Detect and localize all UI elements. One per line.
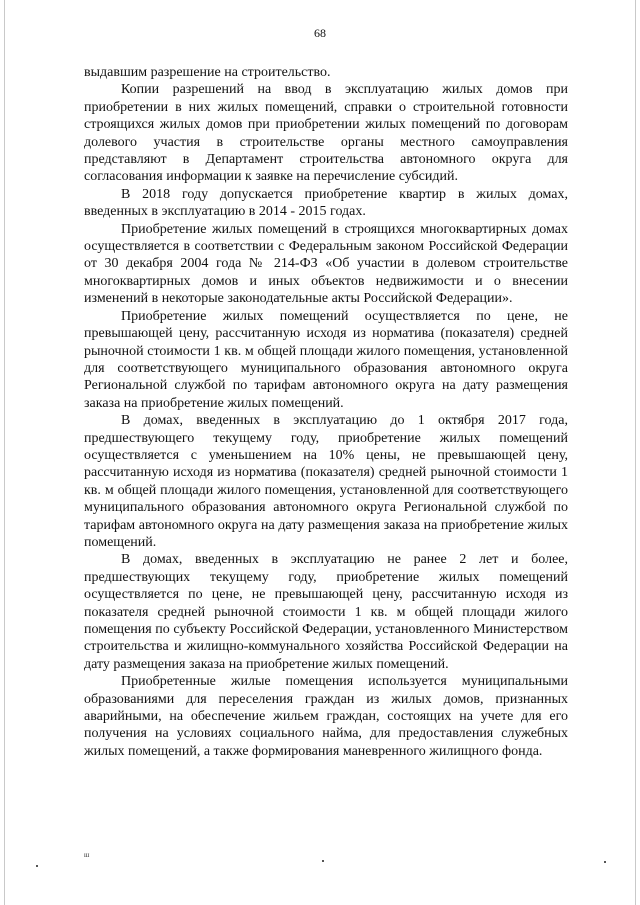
scan-edge-right [635, 0, 636, 905]
paragraph-8: Приобретенные жилые помещения используется муниципальными образованиями для переселения граждан из жилых домов, признанных аварийными, на обеспечение жильем граждан, состоящих на учете для его получения на условиях социального найма, для предоставления служебных жилых помещений, а также формирования маневренного жилищного фонда. [84, 674, 568, 759]
paragraph-5: Приобретение жилых помещений осуществляется по цене, не превышающей цену, рассчитанную исходя из норматива (показателя) средней рыночной стоимости 1 кв. м общей площади жилого помещения, установленной для соответствующего муниципального образования автономного округа Региональной службой по тарифам автономного округа на дату размещения заказа на приобретение жилых помещений. [84, 308, 568, 411]
paragraph-6: В домах, введенных в эксплуатацию до 1 октября 2017 года, предшествующего текущему году, приобретение жилых помещений осуществляется с уменьшением на 10% цены, не превышающей цену, рассчитанную исходя из норматива (показателя) средней рыночной стоимости 1 кв. м общей площади жилого помещения, установленной для соответствующего муниципального образования автономного округа Региональной службой по тарифам автономного округа на дату размещения заказа на приобретение жилых помещений. [84, 413, 568, 550]
paragraph-2: Копии разрешений на ввод в эксплуатацию жилых домов при приобретении в них жилых помещений, справки о строительной готовности строящихся жилых домов при приобретении жилых помещений по договорам долевого участия в строительстве органы местного самоуправления представляют в Департамент строительства автономного округа для согласования информации к заявке на перечисление субсидий. [84, 82, 568, 185]
scan-speck [322, 860, 324, 862]
body-text [84, 64, 568, 760]
paragraph-4: Приобретение жилых помещений в строящихся многоквартирных домах осуществляется в соответствии с Федеральным законом Российской Федерации от 30 декабря 2004 года № 214-ФЗ «Об участии в долевом строительстве многоквартирных домов и иных объектов недвижимости и о внесении изменений в некоторые законодательные акты Российской Федерации». [84, 221, 568, 307]
page-number: 68 [314, 26, 326, 40]
scan-speck [36, 865, 38, 867]
paragraph-3: В 2018 году допускается приобретение квартир в жилых домах, введенных в эксплуатацию в 2014 - 2015 годах. [84, 186, 568, 220]
scan-speck [604, 861, 606, 863]
paragraph-1: выдавшим разрешение на строительство. [84, 65, 331, 80]
scan-edge-left [4, 0, 5, 905]
paragraph-7: В домах, введенных в эксплуатацию не ранее 2 лет и более, предшествующих текущему году, приобретение жилых помещений осуществляется по цене, не превышающей цену, рассчитанную исходя из показателя средней рыночной стоимости 1 кв. м общей площади жилого помещения по субъекту Российской Федерации, установленного Министерством строительства и жилищно-коммунального хозяйства Российской Федерации на дату размещения заказа на приобретение жилых помещений. [84, 552, 568, 672]
footer-mark: ш [84, 851, 90, 859]
